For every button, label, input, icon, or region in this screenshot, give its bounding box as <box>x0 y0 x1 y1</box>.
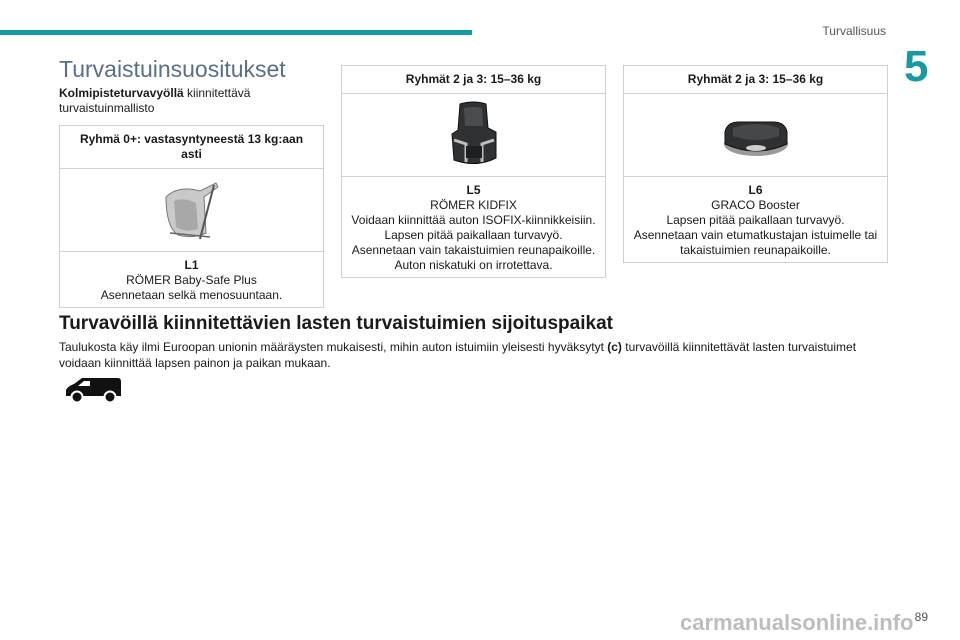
desc-line: Asennetaan vain etumatkustajan istuimelle tai takaistuimien reunapaikoille. <box>633 228 878 257</box>
seat-table-l6 <box>623 65 888 263</box>
table-description <box>624 177 887 262</box>
baby-seat-icon <box>160 177 224 243</box>
para-text: Taulukosta käy ilmi Euroopan unionin määräysten mukaisesti, mihin auton istuimiin yleisesti hyväksytyt <box>59 340 608 354</box>
booster-seat-image <box>342 94 605 177</box>
seat-table-l5 <box>341 65 606 278</box>
para-bold: (c) <box>607 340 622 354</box>
table-header: Ryhmät 2 ja 3: 15–36 kg <box>624 66 887 94</box>
desc-line: Voidaan kiinnittää auton ISOFIX-kiinnikkeisiin. <box>351 213 596 227</box>
page-number: 89 <box>914 610 928 624</box>
desc-line: RÖMER KIDFIX <box>430 198 517 212</box>
baby-seat-image <box>60 169 323 252</box>
page-title: Turvaistuinsuositukset <box>59 56 286 82</box>
table-description <box>342 177 605 277</box>
para-text: turvavöillä kiinnitettävät lasten turvaistuimet voidaan kiinnittää lapsen painon ja paikan mukaan. <box>59 340 857 370</box>
seat-code: L1 <box>184 258 199 272</box>
booster-cushion-icon <box>721 110 791 160</box>
table-header: Ryhmä 0+: vastasyntyneestä 13 kg:aan asti <box>60 126 323 169</box>
table-header: Ryhmät 2 ja 3: 15–36 kg <box>342 66 605 94</box>
intro-bold: Kolmipisteturvavyöllä <box>59 86 184 100</box>
watermark: carmanualsonline.info <box>680 610 914 635</box>
seat-table-l1 <box>59 125 324 308</box>
body-paragraph <box>59 339 889 371</box>
desc-line: Asennetaan vain takaistuimien reunapaikoille. <box>351 243 596 257</box>
van-icon <box>64 376 122 404</box>
section-title: Turvallisuus <box>822 24 886 38</box>
table-description <box>60 252 323 307</box>
booster-cushion-image <box>624 94 887 177</box>
intro-rest: kiinnitettävä turvaistuinmallisto <box>59 86 251 115</box>
chapter-number: 5 <box>904 42 929 91</box>
desc-line: Lapsen pitää paikallaan turvavyö. <box>666 213 845 227</box>
desc-line: Lapsen pitää paikallaan turvavyö. <box>384 228 563 242</box>
seat-code: L5 <box>466 183 481 197</box>
booster-seat-icon <box>446 100 502 170</box>
desc-line: Asennetaan selkä menosuuntaan. <box>100 288 283 302</box>
desc-line: RÖMER Baby-Safe Plus <box>126 273 257 287</box>
desc-line: Auton niskatuki on irrotettava. <box>394 258 553 272</box>
seat-code: L6 <box>748 183 763 197</box>
header-accent-bar <box>0 30 472 35</box>
desc-line: GRACO Booster <box>711 198 800 212</box>
intro-text <box>59 86 309 116</box>
section-heading: Turvavöillä kiinnitettävien lasten turvaistuimien sijoituspaikat <box>59 313 613 334</box>
